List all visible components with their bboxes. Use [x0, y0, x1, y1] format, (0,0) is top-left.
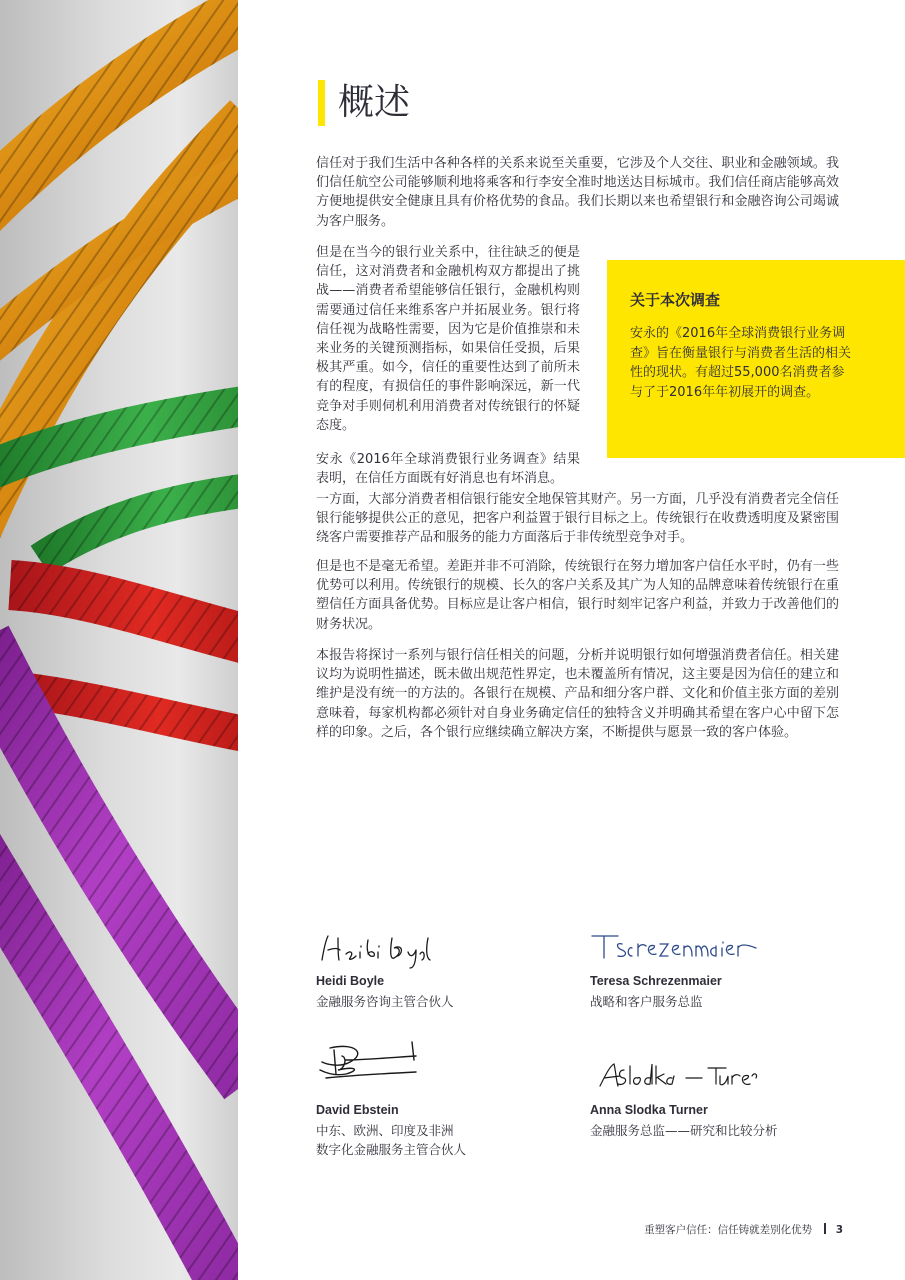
signatory-role: 战略和客户服务总监: [590, 994, 703, 1009]
callout-body: 安永的《2016年全球消费银行业务调查》旨在衡量银行与消费者生活的相关性的现状。有超过55,000名消费者参与了于2016年年初展开的调查。: [630, 326, 852, 400]
signature-teresa-schrezenmaier: [588, 930, 768, 964]
hope-paragraph: 但是也不是毫无希望。差距并非不可消除，传统银行在努力增加客户信任水平时，仍有一些优势可以利用。传统银行的规模、长久的客户关系及其广为人知的品牌意味着传统银行在重塑信任方面具备优势。目标应是让客户相信，银行时刻牢记客户利益，并致力于改善他们的财务状况。: [316, 559, 839, 632]
intro-paragraph: 信任对于我们生活中各种各样的关系来说至关重要，它涉及个人交往、职业和金融领域。我们信任航空公司能够顺利地将乘客和行李安全准时地送达目标城市。我们信任商店能够高效方便地提供安全健康且具有价格优势的食品。我们长期以来也希望银行和金融咨询公司竭诚为客户服务。: [316, 156, 839, 229]
page-number: 3: [835, 1224, 843, 1236]
survey-callout-box: [607, 260, 905, 458]
ropes-illustration: [0, 0, 238, 1280]
signatory-role-line2: 数字化金融服务主管合伙人: [316, 1142, 467, 1157]
footer-report-title: 重塑客户信任：信任铸就差别化优势: [644, 1224, 813, 1236]
footer-divider: [824, 1223, 826, 1234]
signatory-name: Heidi Boyle: [316, 974, 385, 988]
ropes-photo: [0, 0, 238, 1280]
page-footer: [644, 1222, 843, 1237]
report-scope-paragraph: 本报告将探讨一系列与银行信任相关的问题，分析并说明银行如何增强消费者信任。相关建议均为说明性描述，既未做出规范性界定，也未覆盖所有情况，这主要是因为信任的建立和维护是没有统一的方法的。各银行在规模、产品和细分客户群、文化和价值主张方面的差别意味着，每家机构都必须针对自身业务确定信任的独特含义并明确其希望在客户心中留下怎样的印象。之后，各个银行应继续确立解决方案，不断提供与愿景一致的客户体验。: [316, 648, 839, 740]
consumer-view-paragraph: 一方面，大部分消费者相信银行能安全地保管其财产。另一方面，几乎没有消费者完全信任银行能够提供公正的意见，把客户利益置于银行目标之上。传统银行在收费透明度及紧密围绕客户需要推荐产品和服务的能力方面落后于非传统型竞争对手。: [316, 492, 839, 546]
signatory-name: Anna Slodka Turner: [590, 1103, 708, 1117]
callout-title: 关于本次调查: [630, 291, 721, 309]
signatory-role: 金融服务咨询主管合伙人: [316, 994, 454, 1009]
trust-challenge-paragraph: 但是在当今的银行业关系中，往往缺乏的便是信任，这对消费者和金融机构双方都提出了挑战——消费者希望能够信任银行，金融机构则需要通过信任来维系客户并拓展业务。银行将信任视为战略性需要，因为它是价值推崇和未来业务的关键预测指标，如果信任受损，后果极其严重。如今，信任的重要性达到了前所未有的程度，有损信任的事件影响深远，新一代竞争对手则伺机利用消费者对传统银行的怀疑态度。: [316, 245, 580, 433]
signatory-role: 金融服务总监——研究和比较分析: [590, 1123, 778, 1138]
signatory-name: David Ebstein: [316, 1103, 399, 1117]
survey-result-paragraph: 安永《2016年全球消费银行业务调查》结果表明，在信任方面既有好消息也有坏消息。: [316, 452, 580, 487]
signature-david-ebstein: [316, 1040, 426, 1086]
title-accent-bar: [318, 80, 325, 126]
signature-anna-slodka-turner: [594, 1060, 764, 1090]
signatory-role: 中东、欧洲、印度及非洲: [316, 1123, 454, 1138]
signature-heidi-boyle: [316, 930, 436, 970]
signatory-name: Teresa Schrezenmaier: [590, 974, 722, 988]
page-title: 概述: [338, 82, 411, 123]
